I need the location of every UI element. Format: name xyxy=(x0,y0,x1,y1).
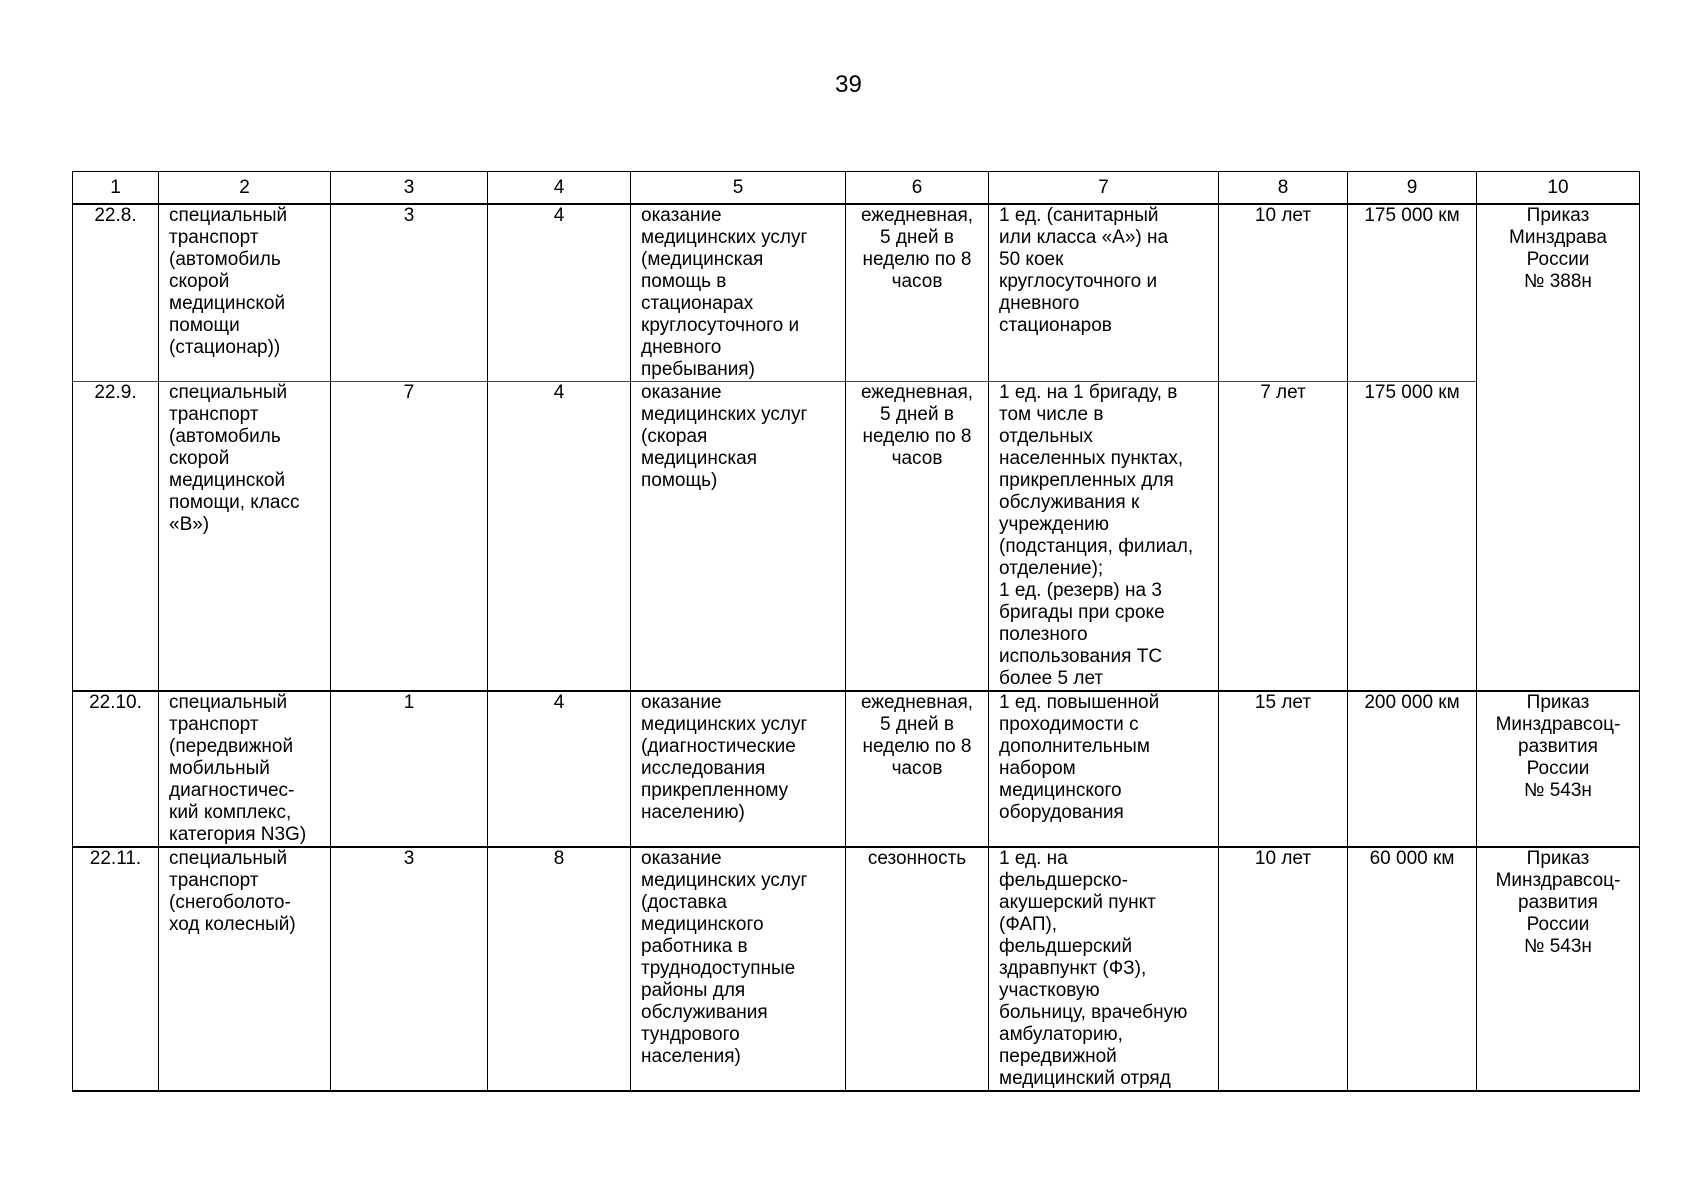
service-purpose: оказание медицинских услуг (медицинская помощь в стационарах круглосуточного и дневного пребывания) xyxy=(631,204,846,382)
regulation-reference: Приказ Минздравсоц- развития России № 543н xyxy=(1477,691,1640,847)
service-purpose: оказание медицинских услуг (скорая медицинская помощь) xyxy=(631,382,846,692)
norm-description: 1 ед. повышенной проходимости с дополнительным набором медицинского оборудования xyxy=(989,691,1219,847)
norm-description: 1 ед. (санитарный или класса «А») на 50 коек круглосуточного и дневного стационаров xyxy=(989,204,1219,382)
page-number: 39 xyxy=(835,71,862,98)
operating-schedule: сезонность xyxy=(846,847,989,1091)
cell-col4: 4 xyxy=(488,691,631,847)
header-cell: 8 xyxy=(1219,172,1348,205)
service-life: 7 лет xyxy=(1219,382,1348,692)
header-cell: 1 xyxy=(73,172,159,205)
mileage: 175 000 км xyxy=(1348,382,1477,692)
cell-col3: 7 xyxy=(331,382,488,692)
operating-schedule: ежедневная, 5 дней в неделю по 8 часов xyxy=(846,204,989,382)
row-number: 22.9. xyxy=(73,382,159,692)
header-cell: 5 xyxy=(631,172,846,205)
header-cell: 3 xyxy=(331,172,488,205)
norm-description: 1 ед. на фельдшерско- акушерский пункт (ФАП), фельдшерский здравпункт (ФЗ), участковую больницу, врачебную амбулаторию, передвижной медицинский отряд xyxy=(989,847,1219,1091)
table-row xyxy=(73,847,1640,1091)
mileage: 175 000 км xyxy=(1348,204,1477,382)
service-purpose: оказание медицинских услуг (диагностические исследования прикрепленному населению) xyxy=(631,691,846,847)
header-row xyxy=(73,172,1640,205)
vehicle-type: специальный транспорт (снегоболото- ход колесный) xyxy=(159,847,331,1091)
header-cell: 4 xyxy=(488,172,631,205)
table-row xyxy=(73,204,1640,382)
cell-col3: 3 xyxy=(331,204,488,382)
mileage: 60 000 км xyxy=(1348,847,1477,1091)
cell-col4: 4 xyxy=(488,204,631,382)
regulation-reference: Приказ Минздравсоц- развития России № 543н xyxy=(1477,847,1640,1091)
table-row xyxy=(73,382,1640,692)
header-cell: 6 xyxy=(846,172,989,205)
cell-col3: 3 xyxy=(331,847,488,1091)
operating-schedule: ежедневная, 5 дней в неделю по 8 часов xyxy=(846,691,989,847)
cell-col4: 8 xyxy=(488,847,631,1091)
mileage: 200 000 км xyxy=(1348,691,1477,847)
table-row xyxy=(73,691,1640,847)
row-number: 22.10. xyxy=(73,691,159,847)
regulation-reference: Приказ Минздрава России № 388н xyxy=(1477,204,1640,691)
operating-schedule: ежедневная, 5 дней в неделю по 8 часов xyxy=(846,382,989,692)
cell-col4: 4 xyxy=(488,382,631,692)
vehicle-type: специальный транспорт (передвижной мобильный диагностичес- кий комплекс, категория N3G) xyxy=(159,691,331,847)
data-table xyxy=(72,171,1640,1092)
row-number: 22.11. xyxy=(73,847,159,1091)
vehicle-type: специальный транспорт (автомобиль скорой медицинской помощи, класс «В») xyxy=(159,382,331,692)
service-life: 10 лет xyxy=(1219,847,1348,1091)
service-purpose: оказание медицинских услуг (доставка медицинского работника в труднодоступные районы для обслуживания тундрового населения) xyxy=(631,847,846,1091)
service-life: 15 лет xyxy=(1219,691,1348,847)
row-number: 22.8. xyxy=(73,204,159,382)
service-life: 10 лет xyxy=(1219,204,1348,382)
header-cell: 10 xyxy=(1477,172,1640,205)
vehicle-type: специальный транспорт (автомобиль скорой медицинской помощи (стационар)) xyxy=(159,204,331,382)
header-cell: 9 xyxy=(1348,172,1477,205)
cell-col3: 1 xyxy=(331,691,488,847)
norm-description: 1 ед. на 1 бригаду, в том числе в отдельных населенных пунктах, прикрепленных для обслуживания к учреждению (подстанция, филиал, отделение); 1 ед. (резерв) на 3 бригады при сроке полезного использования ТС более 5 лет xyxy=(989,382,1219,692)
header-cell: 2 xyxy=(159,172,331,205)
header-cell: 7 xyxy=(989,172,1219,205)
